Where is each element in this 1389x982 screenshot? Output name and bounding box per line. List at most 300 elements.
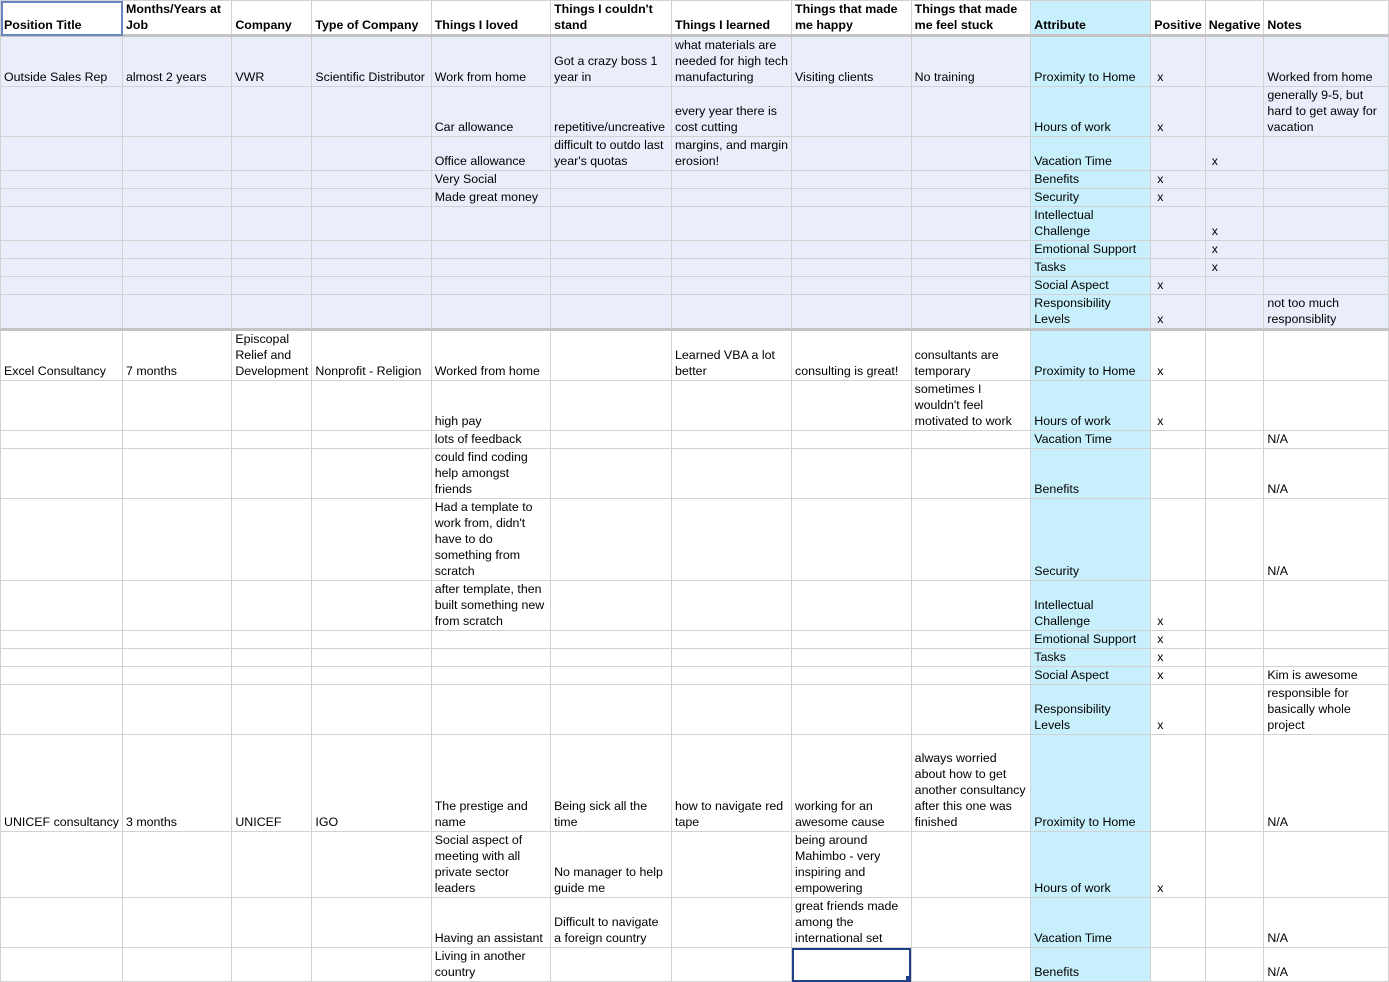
- cell-things-loved[interactable]: Having an assistant: [431, 898, 550, 948]
- cell-position-title[interactable]: [1, 87, 123, 137]
- cell-months-years[interactable]: [123, 898, 232, 948]
- cell-positive[interactable]: [1151, 207, 1206, 241]
- cell-negative[interactable]: x: [1205, 241, 1264, 259]
- cell-notes[interactable]: [1264, 381, 1389, 431]
- cell-things-loved[interactable]: [431, 649, 550, 667]
- cell-attribute[interactable]: Security: [1031, 189, 1151, 207]
- cell-things-learned[interactable]: Learned VBA a lot better: [672, 330, 792, 381]
- cell-position-title[interactable]: [1, 581, 123, 631]
- cell-notes[interactable]: [1264, 581, 1389, 631]
- cell-things-couldnt-stand[interactable]: [551, 189, 672, 207]
- cell-things-learned[interactable]: [672, 499, 792, 581]
- cell-months-years[interactable]: [123, 449, 232, 499]
- cell-type-of-company[interactable]: [312, 631, 431, 649]
- cell-negative[interactable]: [1205, 330, 1264, 381]
- cell-company[interactable]: [232, 898, 312, 948]
- cell-months-years[interactable]: [123, 259, 232, 277]
- cell-type-of-company[interactable]: [312, 431, 431, 449]
- cell-things-happy[interactable]: great friends made among the international set: [792, 898, 912, 948]
- cell-type-of-company[interactable]: [312, 207, 431, 241]
- cell-position-title[interactable]: [1, 171, 123, 189]
- cell-notes[interactable]: [1264, 207, 1389, 241]
- cell-notes[interactable]: N/A: [1264, 735, 1389, 832]
- cell-notes[interactable]: [1264, 832, 1389, 898]
- cell-negative[interactable]: x: [1205, 259, 1264, 277]
- cell-things-happy[interactable]: [792, 137, 912, 171]
- cell-type-of-company[interactable]: [312, 667, 431, 685]
- cell-things-happy[interactable]: [792, 295, 912, 330]
- cell-things-stuck[interactable]: [911, 499, 1031, 581]
- cell-things-happy[interactable]: [792, 581, 912, 631]
- cell-things-loved[interactable]: Office allowance: [431, 137, 550, 171]
- cell-things-loved[interactable]: Living in another country: [431, 948, 550, 982]
- cell-things-couldnt-stand[interactable]: [551, 259, 672, 277]
- cell-things-couldnt-stand[interactable]: [551, 295, 672, 330]
- header-cell-negative[interactable]: Negative: [1205, 1, 1264, 36]
- cell-months-years[interactable]: [123, 631, 232, 649]
- cell-type-of-company[interactable]: [312, 649, 431, 667]
- cell-things-learned[interactable]: [672, 207, 792, 241]
- cell-things-learned[interactable]: [672, 649, 792, 667]
- cell-negative[interactable]: [1205, 735, 1264, 832]
- cell-months-years[interactable]: [123, 685, 232, 735]
- cell-negative[interactable]: [1205, 449, 1264, 499]
- cell-things-stuck[interactable]: No training: [911, 36, 1031, 87]
- cell-things-stuck[interactable]: [911, 898, 1031, 948]
- cell-company[interactable]: [232, 667, 312, 685]
- cell-things-happy[interactable]: being around Mahimbo - very inspiring and empowering: [792, 832, 912, 898]
- cell-type-of-company[interactable]: [312, 171, 431, 189]
- cell-attribute[interactable]: Responsibility Levels: [1031, 685, 1151, 735]
- cell-negative[interactable]: [1205, 295, 1264, 330]
- cell-position-title[interactable]: [1, 499, 123, 581]
- cell-position-title[interactable]: [1, 259, 123, 277]
- cell-company[interactable]: UNICEF: [232, 735, 312, 832]
- cell-months-years[interactable]: [123, 667, 232, 685]
- header-cell-months-years[interactable]: Months/Years at Job: [123, 1, 232, 36]
- cell-negative[interactable]: [1205, 667, 1264, 685]
- header-cell-things-happy[interactable]: Things that made me happy: [792, 1, 912, 36]
- cell-type-of-company[interactable]: [312, 87, 431, 137]
- cell-things-couldnt-stand[interactable]: [551, 171, 672, 189]
- cell-things-couldnt-stand[interactable]: [551, 499, 672, 581]
- cell-negative[interactable]: [1205, 36, 1264, 87]
- cell-things-stuck[interactable]: [911, 832, 1031, 898]
- cell-things-happy[interactable]: [792, 381, 912, 431]
- cell-things-learned[interactable]: [672, 685, 792, 735]
- cell-things-happy[interactable]: [792, 277, 912, 295]
- cell-position-title[interactable]: [1, 431, 123, 449]
- header-cell-attribute[interactable]: Attribute: [1031, 1, 1151, 36]
- cell-position-title[interactable]: [1, 241, 123, 259]
- cell-notes[interactable]: [1264, 189, 1389, 207]
- cell-things-couldnt-stand[interactable]: [551, 241, 672, 259]
- cell-things-learned[interactable]: [672, 581, 792, 631]
- cell-company[interactable]: [232, 277, 312, 295]
- cell-things-learned[interactable]: how to navigate red tape: [672, 735, 792, 832]
- cell-things-couldnt-stand[interactable]: [551, 431, 672, 449]
- cell-things-loved[interactable]: Very Social: [431, 171, 550, 189]
- cell-position-title[interactable]: UNICEF consultancy: [1, 735, 123, 832]
- cell-company[interactable]: [232, 449, 312, 499]
- cell-position-title[interactable]: [1, 449, 123, 499]
- cell-things-couldnt-stand[interactable]: difficult to outdo last year's quotas: [551, 137, 672, 171]
- cell-positive[interactable]: [1151, 449, 1206, 499]
- cell-things-stuck[interactable]: [911, 431, 1031, 449]
- cell-things-happy[interactable]: Visiting clients: [792, 36, 912, 87]
- cell-positive[interactable]: x: [1151, 381, 1206, 431]
- cell-things-stuck[interactable]: [911, 649, 1031, 667]
- cell-things-learned[interactable]: [672, 667, 792, 685]
- cell-company[interactable]: [232, 948, 312, 982]
- cell-months-years[interactable]: [123, 207, 232, 241]
- cell-positive[interactable]: x: [1151, 832, 1206, 898]
- cell-type-of-company[interactable]: IGO: [312, 735, 431, 832]
- cell-months-years[interactable]: 7 months: [123, 330, 232, 381]
- cell-negative[interactable]: [1205, 948, 1264, 982]
- cell-negative[interactable]: [1205, 649, 1264, 667]
- cell-notes[interactable]: [1264, 259, 1389, 277]
- cell-notes[interactable]: N/A: [1264, 431, 1389, 449]
- cell-type-of-company[interactable]: [312, 137, 431, 171]
- cell-things-couldnt-stand[interactable]: [551, 277, 672, 295]
- cell-company[interactable]: [232, 649, 312, 667]
- cell-things-stuck[interactable]: [911, 189, 1031, 207]
- cell-months-years[interactable]: [123, 499, 232, 581]
- cell-attribute[interactable]: Benefits: [1031, 449, 1151, 499]
- cell-attribute[interactable]: Benefits: [1031, 171, 1151, 189]
- cell-things-stuck[interactable]: [911, 449, 1031, 499]
- cell-position-title[interactable]: [1, 277, 123, 295]
- cell-negative[interactable]: [1205, 898, 1264, 948]
- cell-positive[interactable]: [1151, 898, 1206, 948]
- cell-positive[interactable]: x: [1151, 36, 1206, 87]
- cell-things-learned[interactable]: [672, 948, 792, 982]
- cell-things-stuck[interactable]: always worried about how to get another consultancy after this one was finished: [911, 735, 1031, 832]
- cell-things-loved[interactable]: [431, 207, 550, 241]
- cell-things-stuck[interactable]: [911, 207, 1031, 241]
- cell-notes[interactable]: [1264, 241, 1389, 259]
- cell-things-stuck[interactable]: [911, 87, 1031, 137]
- cell-months-years[interactable]: [123, 431, 232, 449]
- cell-things-learned[interactable]: [672, 189, 792, 207]
- cell-notes[interactable]: responsible for basically whole project: [1264, 685, 1389, 735]
- cell-things-stuck[interactable]: [911, 631, 1031, 649]
- cell-things-couldnt-stand[interactable]: [551, 330, 672, 381]
- cell-attribute[interactable]: Social Aspect: [1031, 667, 1151, 685]
- active-cell[interactable]: [792, 948, 912, 982]
- cell-position-title[interactable]: [1, 649, 123, 667]
- cell-attribute[interactable]: Proximity to Home: [1031, 330, 1151, 381]
- cell-things-couldnt-stand[interactable]: [551, 685, 672, 735]
- cell-positive[interactable]: [1151, 948, 1206, 982]
- cell-negative[interactable]: [1205, 381, 1264, 431]
- cell-negative[interactable]: [1205, 189, 1264, 207]
- cell-things-learned[interactable]: [672, 631, 792, 649]
- cell-things-stuck[interactable]: [911, 277, 1031, 295]
- cell-attribute[interactable]: Vacation Time: [1031, 898, 1151, 948]
- cell-things-couldnt-stand[interactable]: Being sick all the time: [551, 735, 672, 832]
- cell-notes[interactable]: N/A: [1264, 948, 1389, 982]
- cell-company[interactable]: [232, 87, 312, 137]
- cell-type-of-company[interactable]: [312, 948, 431, 982]
- cell-positive[interactable]: x: [1151, 581, 1206, 631]
- header-cell-things-loved[interactable]: Things I loved: [431, 1, 550, 36]
- cell-things-loved[interactable]: Worked from home: [431, 330, 550, 381]
- header-cell-position-title[interactable]: Position Title: [1, 1, 123, 36]
- cell-position-title[interactable]: Outside Sales Rep: [1, 36, 123, 87]
- cell-type-of-company[interactable]: [312, 898, 431, 948]
- cell-position-title[interactable]: [1, 137, 123, 171]
- cell-things-couldnt-stand[interactable]: [551, 948, 672, 982]
- header-cell-things-learned[interactable]: Things I learned: [672, 1, 792, 36]
- cell-things-stuck[interactable]: [911, 667, 1031, 685]
- cell-position-title[interactable]: [1, 832, 123, 898]
- cell-things-loved[interactable]: high pay: [431, 381, 550, 431]
- cell-position-title[interactable]: [1, 189, 123, 207]
- cell-things-happy[interactable]: [792, 189, 912, 207]
- cell-things-happy[interactable]: working for an awesome cause: [792, 735, 912, 832]
- cell-notes[interactable]: [1264, 171, 1389, 189]
- cell-type-of-company[interactable]: [312, 832, 431, 898]
- header-cell-notes[interactable]: Notes: [1264, 1, 1389, 36]
- cell-things-learned[interactable]: [672, 259, 792, 277]
- cell-months-years[interactable]: [123, 87, 232, 137]
- cell-type-of-company[interactable]: [312, 259, 431, 277]
- cell-positive[interactable]: [1151, 499, 1206, 581]
- cell-type-of-company[interactable]: [312, 277, 431, 295]
- cell-type-of-company[interactable]: Scientific Distributor: [312, 36, 431, 87]
- cell-negative[interactable]: [1205, 87, 1264, 137]
- cell-months-years[interactable]: [123, 649, 232, 667]
- cell-months-years[interactable]: [123, 295, 232, 330]
- cell-notes[interactable]: Worked from home: [1264, 36, 1389, 87]
- fill-handle[interactable]: [906, 976, 911, 981]
- cell-position-title[interactable]: [1, 295, 123, 330]
- cell-notes[interactable]: N/A: [1264, 499, 1389, 581]
- cell-things-learned[interactable]: [672, 241, 792, 259]
- cell-things-couldnt-stand[interactable]: Got a crazy boss 1 year in: [551, 36, 672, 87]
- cell-positive[interactable]: [1151, 259, 1206, 277]
- cell-things-learned[interactable]: [672, 381, 792, 431]
- cell-attribute[interactable]: Vacation Time: [1031, 137, 1151, 171]
- cell-attribute[interactable]: Hours of work: [1031, 381, 1151, 431]
- cell-negative[interactable]: [1205, 581, 1264, 631]
- cell-things-learned[interactable]: [672, 449, 792, 499]
- cell-things-stuck[interactable]: consultants are temporary: [911, 330, 1031, 381]
- cell-months-years[interactable]: [123, 189, 232, 207]
- cell-positive[interactable]: x: [1151, 189, 1206, 207]
- cell-company[interactable]: VWR: [232, 36, 312, 87]
- cell-attribute[interactable]: Vacation Time: [1031, 431, 1151, 449]
- cell-notes[interactable]: Kim is awesome: [1264, 667, 1389, 685]
- cell-attribute[interactable]: Tasks: [1031, 259, 1151, 277]
- cell-months-years[interactable]: [123, 581, 232, 631]
- cell-things-learned[interactable]: [672, 898, 792, 948]
- cell-negative[interactable]: [1205, 832, 1264, 898]
- cell-position-title[interactable]: [1, 667, 123, 685]
- cell-things-couldnt-stand[interactable]: No manager to help guide me: [551, 832, 672, 898]
- cell-attribute[interactable]: Emotional Support: [1031, 241, 1151, 259]
- cell-type-of-company[interactable]: [312, 499, 431, 581]
- cell-things-couldnt-stand[interactable]: [551, 649, 672, 667]
- cell-things-stuck[interactable]: [911, 137, 1031, 171]
- cell-company[interactable]: [232, 207, 312, 241]
- cell-positive[interactable]: x: [1151, 649, 1206, 667]
- cell-company[interactable]: [232, 241, 312, 259]
- cell-notes[interactable]: N/A: [1264, 449, 1389, 499]
- cell-things-learned[interactable]: [672, 832, 792, 898]
- cell-negative[interactable]: [1205, 631, 1264, 649]
- cell-type-of-company[interactable]: [312, 685, 431, 735]
- cell-things-couldnt-stand[interactable]: [551, 667, 672, 685]
- cell-positive[interactable]: x: [1151, 631, 1206, 649]
- cell-attribute[interactable]: Intellectual Challenge: [1031, 581, 1151, 631]
- cell-company[interactable]: [232, 581, 312, 631]
- cell-company[interactable]: [232, 259, 312, 277]
- cell-negative[interactable]: [1205, 431, 1264, 449]
- cell-things-happy[interactable]: [792, 499, 912, 581]
- cell-company[interactable]: [232, 832, 312, 898]
- cell-months-years[interactable]: [123, 241, 232, 259]
- cell-things-happy[interactable]: [792, 649, 912, 667]
- cell-things-loved[interactable]: [431, 259, 550, 277]
- cell-notes[interactable]: [1264, 631, 1389, 649]
- cell-positive[interactable]: x: [1151, 667, 1206, 685]
- cell-things-learned[interactable]: what materials are needed for high tech manufacturing: [672, 36, 792, 87]
- cell-things-learned[interactable]: [672, 171, 792, 189]
- cell-things-couldnt-stand[interactable]: [551, 631, 672, 649]
- cell-notes[interactable]: [1264, 330, 1389, 381]
- cell-months-years[interactable]: [123, 277, 232, 295]
- cell-things-loved[interactable]: Made great money: [431, 189, 550, 207]
- cell-type-of-company[interactable]: [312, 581, 431, 631]
- cell-type-of-company[interactable]: Nonprofit - Religion: [312, 330, 431, 381]
- cell-negative[interactable]: [1205, 277, 1264, 295]
- cell-company[interactable]: [232, 685, 312, 735]
- header-cell-things-couldnt-stand[interactable]: Things I couldn't stand: [551, 1, 672, 36]
- cell-months-years[interactable]: [123, 381, 232, 431]
- cell-type-of-company[interactable]: [312, 189, 431, 207]
- cell-positive[interactable]: x: [1151, 171, 1206, 189]
- cell-months-years[interactable]: almost 2 years: [123, 36, 232, 87]
- cell-company[interactable]: [232, 499, 312, 581]
- cell-negative[interactable]: x: [1205, 207, 1264, 241]
- cell-things-happy[interactable]: [792, 87, 912, 137]
- header-cell-things-stuck[interactable]: Things that made me feel stuck: [911, 1, 1031, 36]
- cell-company[interactable]: [232, 137, 312, 171]
- cell-position-title[interactable]: [1, 381, 123, 431]
- cell-attribute[interactable]: Hours of work: [1031, 87, 1151, 137]
- cell-things-stuck[interactable]: [911, 171, 1031, 189]
- header-cell-company[interactable]: Company: [232, 1, 312, 36]
- cell-things-learned[interactable]: margins, and margin erosion!: [672, 137, 792, 171]
- cell-notes[interactable]: [1264, 277, 1389, 295]
- cell-things-stuck[interactable]: [911, 948, 1031, 982]
- cell-type-of-company[interactable]: [312, 295, 431, 330]
- cell-things-loved[interactable]: could find coding help amongst friends: [431, 449, 550, 499]
- cell-attribute[interactable]: Proximity to Home: [1031, 735, 1151, 832]
- cell-things-couldnt-stand[interactable]: repetitive/uncreative: [551, 87, 672, 137]
- cell-positive[interactable]: x: [1151, 295, 1206, 330]
- cell-things-couldnt-stand[interactable]: [551, 381, 672, 431]
- cell-positive[interactable]: x: [1151, 277, 1206, 295]
- cell-months-years[interactable]: [123, 832, 232, 898]
- cell-company[interactable]: [232, 631, 312, 649]
- cell-positive[interactable]: [1151, 241, 1206, 259]
- cell-negative[interactable]: [1205, 685, 1264, 735]
- cell-things-loved[interactable]: [431, 685, 550, 735]
- cell-things-stuck[interactable]: [911, 259, 1031, 277]
- cell-months-years[interactable]: 3 months: [123, 735, 232, 832]
- cell-company[interactable]: [232, 295, 312, 330]
- cell-notes[interactable]: N/A: [1264, 898, 1389, 948]
- cell-positive[interactable]: x: [1151, 87, 1206, 137]
- cell-attribute[interactable]: Tasks: [1031, 649, 1151, 667]
- cell-attribute[interactable]: Emotional Support: [1031, 631, 1151, 649]
- cell-things-learned[interactable]: [672, 431, 792, 449]
- cell-positive[interactable]: x: [1151, 330, 1206, 381]
- cell-things-happy[interactable]: [792, 171, 912, 189]
- cell-attribute[interactable]: Benefits: [1031, 948, 1151, 982]
- cell-things-happy[interactable]: [792, 667, 912, 685]
- cell-things-learned[interactable]: [672, 295, 792, 330]
- cell-things-loved[interactable]: Car allowance: [431, 87, 550, 137]
- cell-things-couldnt-stand[interactable]: [551, 581, 672, 631]
- cell-things-couldnt-stand[interactable]: [551, 207, 672, 241]
- cell-things-stuck[interactable]: [911, 581, 1031, 631]
- cell-notes[interactable]: [1264, 649, 1389, 667]
- cell-things-happy[interactable]: [792, 241, 912, 259]
- cell-attribute[interactable]: Social Aspect: [1031, 277, 1151, 295]
- cell-things-couldnt-stand[interactable]: [551, 449, 672, 499]
- cell-attribute[interactable]: Hours of work: [1031, 832, 1151, 898]
- cell-company[interactable]: [232, 381, 312, 431]
- cell-attribute[interactable]: Responsibility Levels: [1031, 295, 1151, 330]
- cell-company[interactable]: [232, 431, 312, 449]
- cell-attribute[interactable]: Intellectual Challenge: [1031, 207, 1151, 241]
- cell-things-loved[interactable]: lots of feedback: [431, 431, 550, 449]
- cell-things-happy[interactable]: [792, 259, 912, 277]
- cell-things-happy[interactable]: [792, 207, 912, 241]
- cell-negative[interactable]: x: [1205, 137, 1264, 171]
- cell-things-stuck[interactable]: [911, 685, 1031, 735]
- cell-notes[interactable]: not too much responsiblity: [1264, 295, 1389, 330]
- cell-positive[interactable]: [1151, 431, 1206, 449]
- cell-notes[interactable]: [1264, 137, 1389, 171]
- cell-positive[interactable]: [1151, 137, 1206, 171]
- cell-position-title[interactable]: [1, 948, 123, 982]
- cell-things-stuck[interactable]: [911, 241, 1031, 259]
- cell-things-happy[interactable]: [792, 685, 912, 735]
- cell-positive[interactable]: [1151, 735, 1206, 832]
- cell-things-happy[interactable]: consulting is great!: [792, 330, 912, 381]
- cell-things-loved[interactable]: after template, then built something new from scratch: [431, 581, 550, 631]
- cell-attribute[interactable]: Proximity to Home: [1031, 36, 1151, 87]
- cell-company[interactable]: [232, 189, 312, 207]
- cell-things-loved[interactable]: The prestige and name: [431, 735, 550, 832]
- cell-attribute[interactable]: Security: [1031, 499, 1151, 581]
- cell-company[interactable]: Episcopal Relief and Development: [232, 330, 312, 381]
- cell-things-loved[interactable]: [431, 667, 550, 685]
- cell-type-of-company[interactable]: [312, 449, 431, 499]
- cell-months-years[interactable]: [123, 948, 232, 982]
- cell-months-years[interactable]: [123, 137, 232, 171]
- cell-negative[interactable]: [1205, 171, 1264, 189]
- cell-position-title[interactable]: Excel Consultancy: [1, 330, 123, 381]
- header-cell-type-of-company[interactable]: Type of Company: [312, 1, 431, 36]
- cell-things-couldnt-stand[interactable]: Difficult to navigate a foreign country: [551, 898, 672, 948]
